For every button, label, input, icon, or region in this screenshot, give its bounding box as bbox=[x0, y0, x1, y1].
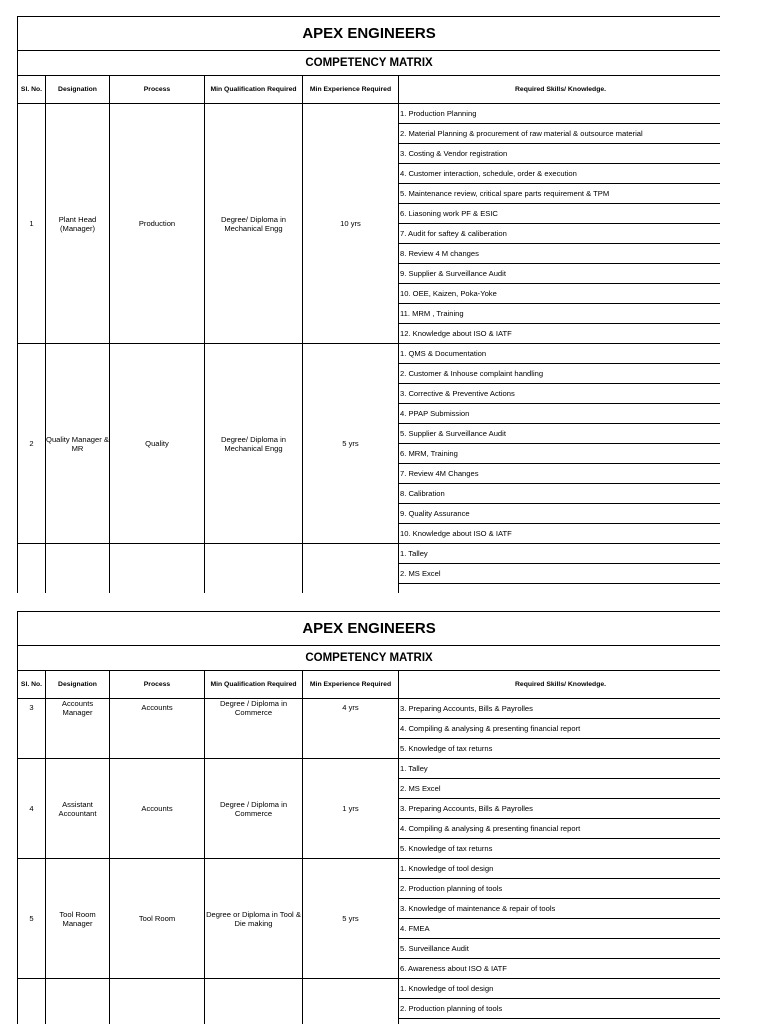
skill-item: 5. Knowledge of tax returns bbox=[399, 839, 721, 859]
qualification-cell: Degree or Diploma in Tool & Die making bbox=[205, 859, 303, 979]
header-process: Process bbox=[110, 76, 205, 104]
experience-cell: 5 yrs bbox=[303, 859, 399, 979]
qualification-cell: Degree / Diploma in Commerce bbox=[205, 699, 303, 759]
sl-no-cell: 2 bbox=[18, 344, 46, 544]
skill-item: 2. Customer & Inhouse complaint handling bbox=[399, 364, 721, 384]
skill-item: 2. MS Excel bbox=[399, 779, 721, 799]
sl-no-cell bbox=[18, 979, 46, 1024]
skill-item: 8. Calibration bbox=[399, 484, 721, 504]
table-row bbox=[18, 859, 721, 979]
table-row bbox=[18, 104, 721, 344]
table-header-row bbox=[18, 671, 721, 699]
skill-item: 8. Review 4 M changes bbox=[399, 244, 721, 264]
header-sl-no: Sl. No. bbox=[18, 76, 46, 104]
document-page-1 bbox=[17, 16, 720, 593]
header-process: Process bbox=[110, 671, 205, 699]
skill-item: 1. Production Planning bbox=[399, 104, 721, 124]
sl-no-cell: 1 bbox=[18, 104, 46, 344]
sl-no-cell: 5 bbox=[18, 859, 46, 979]
qualification-cell: Degree/ Diploma in Mechanical Engg bbox=[205, 104, 303, 344]
designation-cell: Tool Room Manager bbox=[46, 859, 110, 979]
table-row bbox=[18, 759, 721, 859]
experience-cell bbox=[303, 979, 399, 1024]
skill-item: 2. Production planning of tools bbox=[399, 879, 721, 899]
skill-item: 1. QMS & Documentation bbox=[399, 344, 721, 364]
skill-item: 4. FMEA bbox=[399, 919, 721, 939]
skill-item: 1. Knowledge of tool design bbox=[399, 979, 721, 999]
skill-item: 5. Supplier & Surveillance Audit bbox=[399, 424, 721, 444]
table-row bbox=[18, 979, 721, 1024]
sl-no-cell bbox=[18, 544, 46, 594]
process-cell: Tool Room bbox=[110, 859, 205, 979]
designation-cell: Quality Manager & MR bbox=[46, 344, 110, 544]
experience-cell: 1 yrs bbox=[303, 759, 399, 859]
skill-item: 2. MS Excel bbox=[399, 564, 721, 584]
skill-item: 4. PPAP Submission bbox=[399, 404, 721, 424]
skill-item: 4. Compiling & analysing & presenting financial report bbox=[399, 819, 721, 839]
sl-no-cell: 3 bbox=[18, 699, 46, 759]
skill-item: 10. OEE, Kaizen, Poka-Yoke bbox=[399, 284, 721, 304]
designation-cell: Assistant Accountant bbox=[46, 759, 110, 859]
company-title: APEX ENGINEERS bbox=[18, 17, 721, 51]
process-cell: Production bbox=[110, 104, 205, 344]
skill-item: 5. Knowledge of tax returns bbox=[399, 739, 721, 759]
skill-item: 7. Review 4M Changes bbox=[399, 464, 721, 484]
header-qualification: Min Qualification Required bbox=[205, 76, 303, 104]
qualification-cell bbox=[205, 979, 303, 1024]
document-page-2 bbox=[17, 611, 720, 1024]
process-cell bbox=[110, 544, 205, 594]
designation-cell: Accounts Manager bbox=[46, 699, 110, 759]
process-cell: Accounts bbox=[110, 699, 205, 759]
skill-item: 3. Knowledge of maintenance & repair of tools bbox=[399, 899, 721, 919]
process-cell bbox=[110, 979, 205, 1024]
skill-item: 1. Talley bbox=[399, 759, 721, 779]
skill-item: 9. Supplier & Surveillance Audit bbox=[399, 264, 721, 284]
header-designation: Designation bbox=[46, 76, 110, 104]
header-qualification: Min Qualification Required bbox=[205, 671, 303, 699]
competency-table bbox=[17, 611, 720, 1024]
designation-cell bbox=[46, 544, 110, 594]
header-experience: Min Experience Required bbox=[303, 76, 399, 104]
qualification-cell: Degree/ Diploma in Mechanical Engg bbox=[205, 344, 303, 544]
header-experience: Min Experience Required bbox=[303, 671, 399, 699]
skill-item: 7. Audit for saftey & caliberation bbox=[399, 224, 721, 244]
skill-item: 3. Costing & Vendor registration bbox=[399, 144, 721, 164]
table-row bbox=[18, 544, 721, 594]
skill-item: 2. Production planning of tools bbox=[399, 999, 721, 1019]
qualification-cell bbox=[205, 544, 303, 594]
experience-cell bbox=[303, 544, 399, 594]
skill-item: 1. Talley bbox=[399, 544, 721, 564]
skill-item: 4. Customer interaction, schedule, order & execution bbox=[399, 164, 721, 184]
company-title: APEX ENGINEERS bbox=[18, 612, 721, 646]
skill-item: 1. Knowledge of tool design bbox=[399, 859, 721, 879]
designation-cell: Plant Head (Manager) bbox=[46, 104, 110, 344]
header-skills: Required Skills/ Knowledge. bbox=[399, 76, 721, 104]
process-cell: Accounts bbox=[110, 759, 205, 859]
matrix-title: COMPETENCY MATRIX bbox=[18, 51, 721, 76]
header-skills: Required Skills/ Knowledge. bbox=[399, 671, 721, 699]
competency-table bbox=[17, 16, 720, 593]
process-cell: Quality bbox=[110, 344, 205, 544]
experience-cell: 5 yrs bbox=[303, 344, 399, 544]
skill-item: 2. Material Planning & procurement of raw material & outsource material bbox=[399, 124, 721, 144]
skill-item: 10. Knowledge about ISO & IATF bbox=[399, 524, 721, 544]
experience-cell: 4 yrs bbox=[303, 699, 399, 759]
qualification-cell: Degree / Diploma in Commerce bbox=[205, 759, 303, 859]
sl-no-cell: 4 bbox=[18, 759, 46, 859]
skill-item: 3. Corrective & Preventive Actions bbox=[399, 384, 721, 404]
table-header-row bbox=[18, 76, 721, 104]
skill-item: 11. MRM , Training bbox=[399, 304, 721, 324]
skill-item: 6. MRM, Training bbox=[399, 444, 721, 464]
skill-item: 6. Awareness about ISO & IATF bbox=[399, 959, 721, 979]
skill-item: 6. Liasoning work PF & ESIC bbox=[399, 204, 721, 224]
table-row bbox=[18, 699, 721, 759]
header-sl-no: Sl. No. bbox=[18, 671, 46, 699]
skill-item: 3. Preparing Accounts, Bills & Payrolles bbox=[399, 799, 721, 819]
experience-cell: 10 yrs bbox=[303, 104, 399, 344]
skill-item: 5. Surveillance Audit bbox=[399, 939, 721, 959]
skill-item bbox=[399, 1019, 721, 1024]
matrix-title: COMPETENCY MATRIX bbox=[18, 646, 721, 671]
skill-item: 3. Preparing Accounts, Bills & Payrolles bbox=[399, 699, 721, 719]
header-designation: Designation bbox=[46, 671, 110, 699]
skill-item: 9. Quality Assurance bbox=[399, 504, 721, 524]
skill-item bbox=[399, 584, 721, 594]
skill-item: 4. Compiling & analysing & presenting financial report bbox=[399, 719, 721, 739]
skill-item: 5. Maintenance review, critical spare parts requirement & TPM bbox=[399, 184, 721, 204]
skill-item: 12. Knowledge about ISO & IATF bbox=[399, 324, 721, 344]
designation-cell bbox=[46, 979, 110, 1024]
table-row bbox=[18, 344, 721, 544]
